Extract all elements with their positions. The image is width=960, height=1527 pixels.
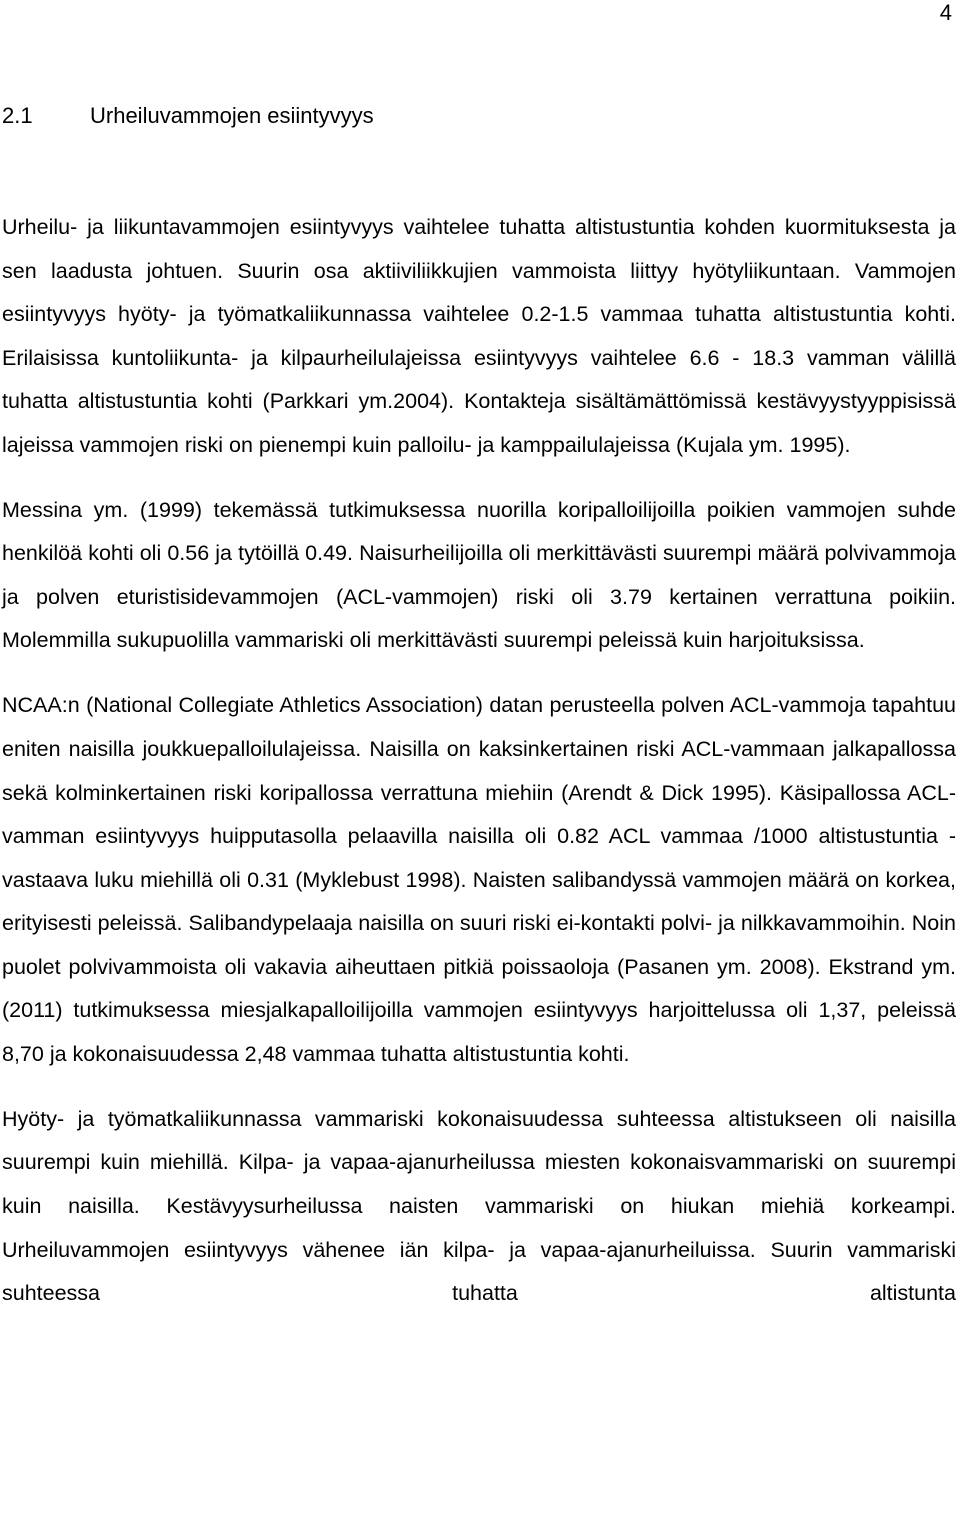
- section-number: 2.1: [2, 103, 33, 128]
- page-number: 4: [939, 0, 952, 25]
- section-title: Urheiluvammojen esiintyvyys: [90, 103, 374, 128]
- paragraph-injury-incidence: Urheilu- ja liikuntavammojen esiintyvyys vaihtelee tuhatta altistustuntia kohden kuormituksesta ja sen laadusta johtuen. Suurin osa aktiiviliikkujien vammoista liittyy hyötyliikuntaan. Vammojen esiintyvyys hyöty- ja työmatkaliikunnassa vaihtelee 0.2-1.5 vammaa tuhatta altistustuntia kohti. Erilaisissa kuntoliikunta- ja kilpaurheilulajeissa esiintyvyys vaihtelee 6.6 - 18.3 vamman välillä tuhatta altistustuntia kohti (Parkkari ym.2004). Kontakteja sisältämättömissä kestävyystyyppisissä lajeissa vammojen riski on pienempi kuin palloilu- ja kamppailulajeissa (Kujala ym. 1995).: [2, 215, 956, 457]
- paragraph-basketball-study: Messina ym. (1999) tekemässä tutkimuksessa nuorilla koripalloilijoilla poikien vammojen suhde henkilöä kohti oli 0.56 ja tytöillä 0.49. Naisurheilijoilla oli merkittävästi suurempi määrä polvivammoja ja polven eturistisidevammojen (ACL-vammojen) riski oli 3.79 kertainen verrattuna poikiin. Molemmilla sukupuolilla vammariski oli merkittävästi suurempi peleissä kuin harjoituksissa.: [2, 497, 956, 653]
- section-heading: [2, 101, 374, 131]
- paragraph-ncaa-acl: NCAA:n (National Collegiate Athletics Association) datan perusteella polven ACL-vammoja tapahtuu eniten naisilla joukkuepalloilulajeissa. Naisilla on kaksinkertainen riski ACL-vammaan jalkapallossa sekä kolminkertainen riski koripallossa verrattuna miehiin (Arendt & Dick 1995). Käsipallossa ACL-vamman esiintyvyys huipputasolla pelaavilla naisilla oli 0.82 ACL vammaa /1000 altistustuntia - vastaava luku miehillä oli 0.31 (Myklebust 1998). Naisten salibandyssä vammojen määrä on korkea, erityisesti peleissä. Salibandypelaaja naisilla on suuri riski ei-kontakti polvi- ja nilkkavammoihin. Noin puolet polvivammoista oli vakavia aiheuttaen pitkiä poissaoloja (Pasanen ym. 2008). Ekstrand ym.(2011) tutkimuksessa miesjalkapalloilijoilla vammojen esiintyvyys harjoittelussa oli 1,37, peleissä 8,70 ja kokonaisuudessa 2,48 vammaa tuhatta altistustuntia kohti.: [2, 693, 956, 1066]
- body-text: [2, 206, 956, 1316]
- paragraph-gender-risk: Hyöty- ja työmatkaliikunnassa vammariski kokonaisuudessa suhteessa altistukseen oli naisilla suurempi kuin miehillä. Kilpa- ja vapaa-ajanurheilussa miesten kokonaisvammariski on suurempi kuin naisilla. Kestävyysurheilussa naisten vammariski on hiukan miehiä korkeampi. Urheiluvammojen esiintyvyys vähenee iän kilpa- ja vapaa-ajanurheiluissa. Suurin vammariski suhteessa tuhatta altistunta: [2, 1106, 956, 1306]
